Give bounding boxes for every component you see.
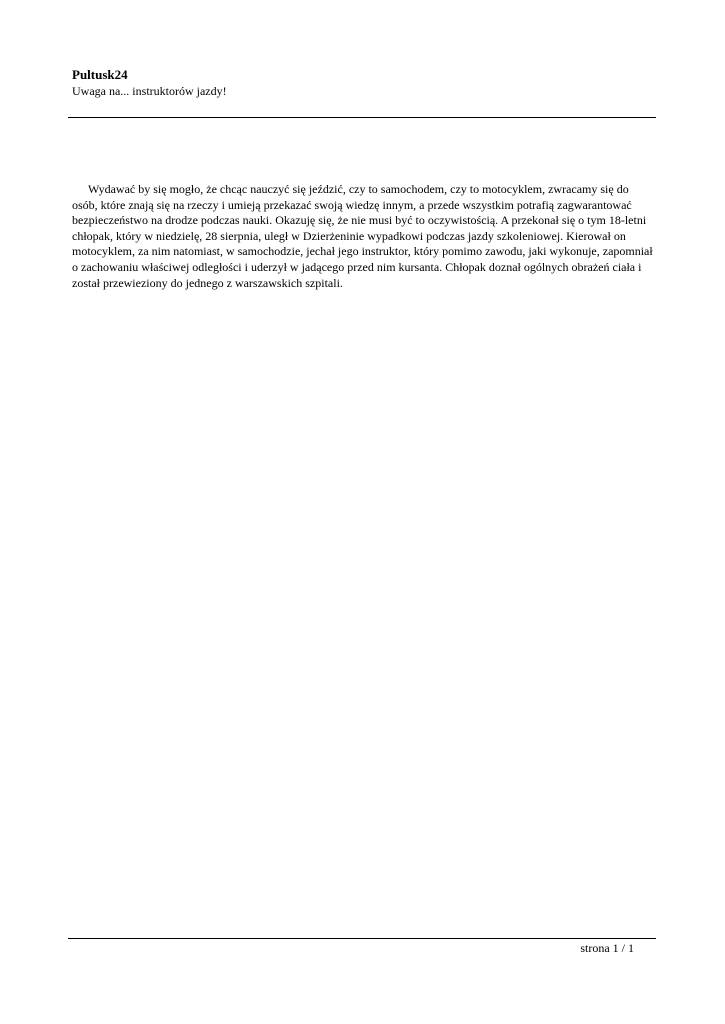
header-divider [68,117,656,118]
footer-divider [68,938,656,939]
site-title: Pultusk24 [72,67,128,82]
article-body: Wydawać by się mogło, że chcąc nauczyć się jeździć, czy to samochodem, czy to motocyklem, zwracamy się do osób, które znają się na rzeczy i umieją przekazać swoją wiedzę innym, a przede wszystkim potrafią zagwarantować bezpieczeństwo na drodze podczas nauki. Okazuję się, że nie musi być to oczywistością. A przekonał się o tym 18-letni chłopak, który w niedzielę, 28 sierpnia, uległ w Dzierżeninie wypadkowi podczas jazdy szkoleniowej. Kierował on motocyklem, za nim natomiast, w samochodzie, jechał jego instruktor, który pomimo zawodu, jaki wykonuje, zapomniał o zachowaniu właściwej odległości i uderzył w jadącego przed nim kursanta. Chłopak doznał ogólnych obrażeń ciała i został przewieziony do jednego z warszawskich szpitali. [72,182,653,290]
article-title: Uwaga na... instruktorów jazdy! [72,84,227,98]
page-number: strona 1 / 1 [580,941,634,955]
